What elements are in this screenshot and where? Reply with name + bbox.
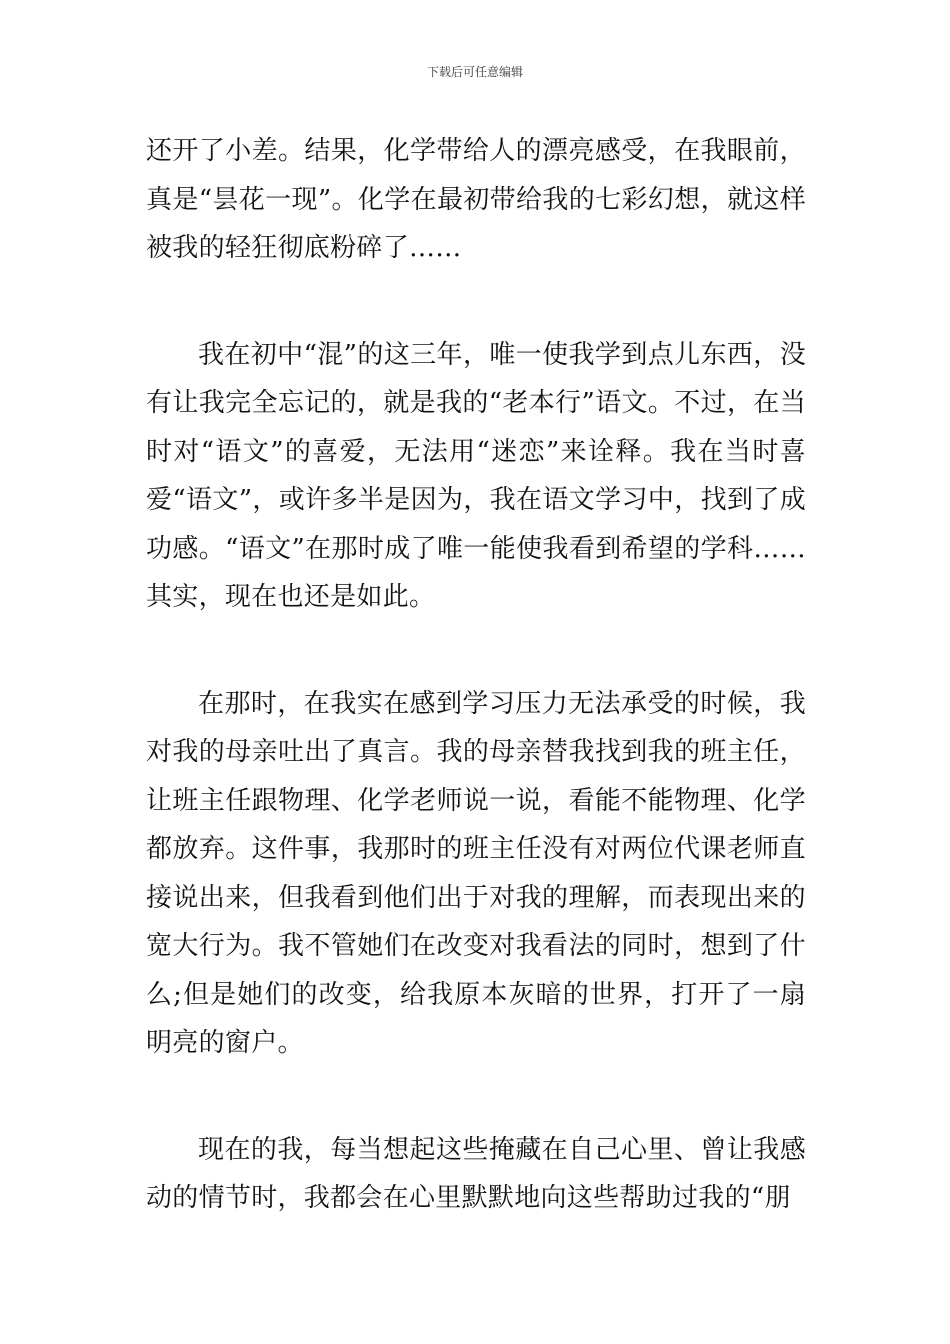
paragraph-2: 我在初中“混”的这三年，唯一使我学到点儿东西，没有让我完全忘记的，就是我的“老本行”语文。不过，在当时对“语文”的喜爱，无法用“迷恋”来诠释。我在当时喜爱“语文”，或许多半是因为，我在语文学习中，找到了成功感。“语文”在那时成了唯一能使我看到希望的学科……其实，现在也还是如此。 (146, 339, 806, 612)
paragraph-spacer (146, 622, 806, 680)
paragraph-spacer (146, 1068, 806, 1126)
document-body (146, 127, 806, 1223)
paragraph-1: 还开了小差。结果，化学带给人的漂亮感受，在我眼前，真是“昙花一现”。化学在最初带给我的七彩幻想，就这样被我的轻狂彻底粉碎了…… (146, 136, 806, 263)
paragraph-3: 在那时，在我实在感到学习压力无法承受的时候，我对我的母亲吐出了真言。我的母亲替我找到我的班主任，让班主任跟物理、化学老师说一说，看能不能物理、化学都放弃。这件事，我那时的班主任没有对两位代课老师直接说出来，但我看到他们出于对我的理解，而表现出来的宽大行为。我不管她们在改变对我看法的同时，想到了什么;但是她们的改变，给我原本灰暗的世界，打开了一扇明亮的窗户。 (146, 688, 806, 1058)
paragraph-spacer (146, 273, 806, 331)
paragraph-4: 现在的我，每当想起这些掩藏在自己心里、曾让我感动的情节时，我都会在心里默默地向这些帮助过我的“朋 (146, 1134, 806, 1213)
page-header: 下载后可任意编辑 (426, 65, 523, 79)
